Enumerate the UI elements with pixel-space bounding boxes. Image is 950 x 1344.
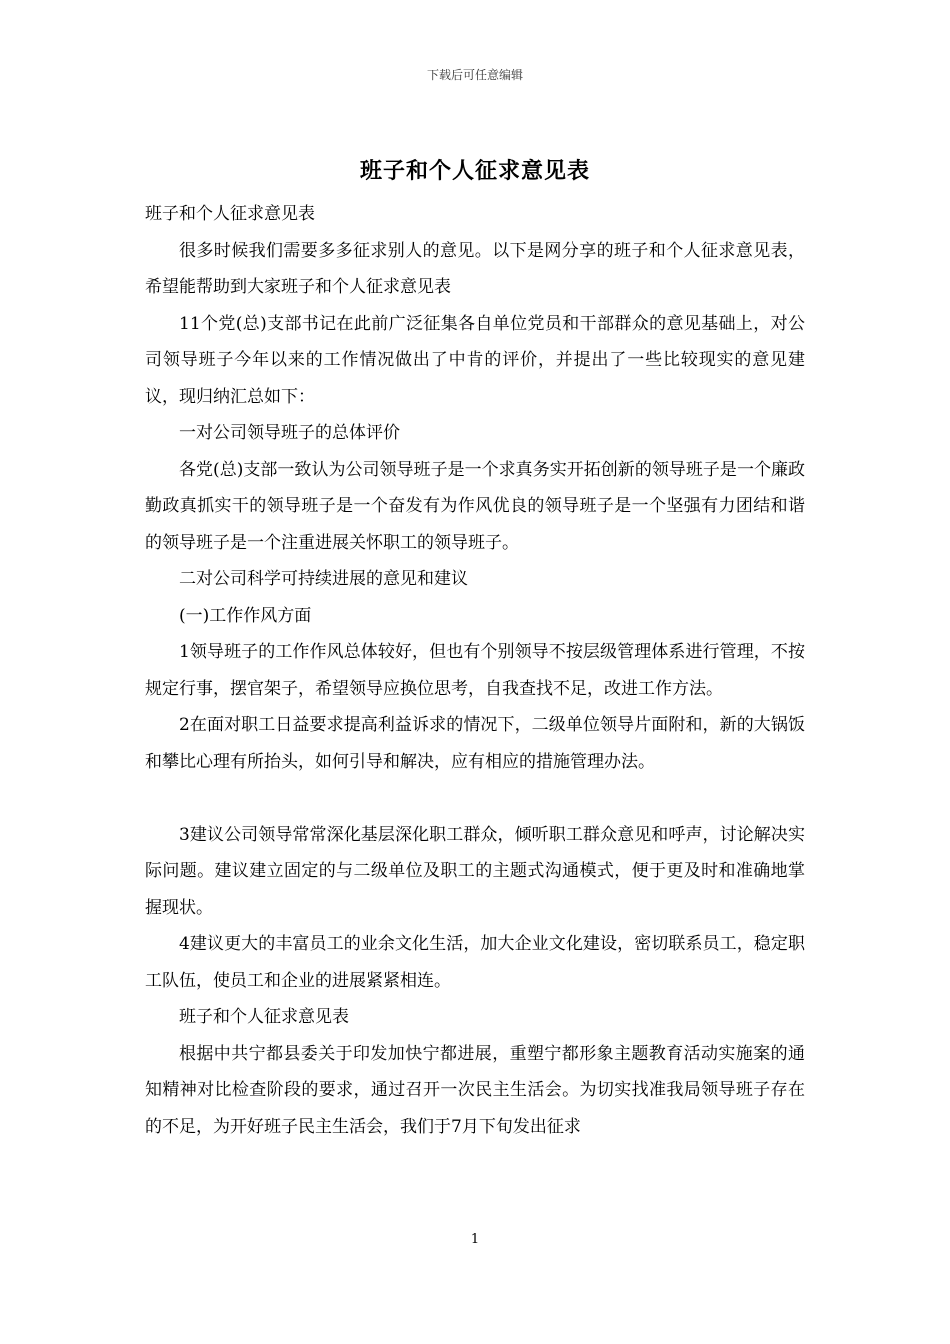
section-heading: 班子和个人征求意见表	[179, 1007, 349, 1027]
blank-line	[145, 780, 805, 817]
paragraph: 4建议更大的丰富员工的业余文化生活，加大企业文化建设，密切联系员工，稳定职工队伍，使员工和企业的进展紧紧相连。	[145, 934, 805, 991]
section-heading: 一对公司领导班子的总体评价	[179, 423, 400, 443]
page-header-note: 下载后可任意编辑	[426, 68, 523, 82]
paragraph: 2在面对职工日益要求提高利益诉求的情况下，二级单位领导片面附和，新的大锅饭和攀比心理有所抬头，如何引导和解决，应有相应的措施管理办法。	[145, 715, 805, 772]
subsection-heading: (一)工作作风方面	[179, 605, 312, 626]
paragraph: 很多时候我们需要多多征求别人的意见。以下是网分享的班子和个人征求意见表，希望能帮助到大家班子和个人征求意见表	[145, 240, 805, 297]
paragraph: 根据中共宁都县委关于印发加快宁都进展，重塑宁都形象主题教育活动实施案的通知精神对比检查阶段的要求，通过召开一次民主生活会。为切实找准我局领导班子存在的不足，为开好班子民主生活会，我们于7月下旬发出征求	[145, 1043, 805, 1137]
document-body	[145, 196, 805, 1145]
document-title: 班子和个人征求意见表	[359, 158, 590, 184]
page-number: 1	[470, 1232, 480, 1247]
paragraph: 各党(总)支部一致认为公司领导班子是一个求真务实开拓创新的领导班子是一个廉政勤政真抓实干的领导班子是一个奋发有为作风优良的领导班子是一个坚强有力团结和谐的领导班子是一个注重进展关怀职工的领导班子。	[145, 459, 805, 553]
paragraph: 3建议公司领导常常深化基层深化职工群众，倾听职工群众意见和呼声，讨论解决实际问题。建议建立固定的与二级单位及职工的主题式沟通模式，便于更及时和准确地掌握现状。	[145, 824, 805, 918]
section-heading: 二对公司科学可持续进展的意见和建议	[179, 569, 468, 589]
paragraph: 11个党(总)支部书记在此前广泛征集各自单位党员和干部群众的意见基础上，对公司领导班子今年以来的工作情况做出了中肯的评价，并提出了一些比较现实的意见建议，现归纳汇总如下：	[145, 313, 805, 407]
paragraph: 1领导班子的工作作风总体较好，但也有个别领导不按层级管理体系进行管理，不按规定行事，摆官架子，希望领导应换位思考，自我查找不足，改进工作方法。	[145, 642, 805, 699]
paragraph: 班子和个人征求意见表	[145, 204, 315, 224]
